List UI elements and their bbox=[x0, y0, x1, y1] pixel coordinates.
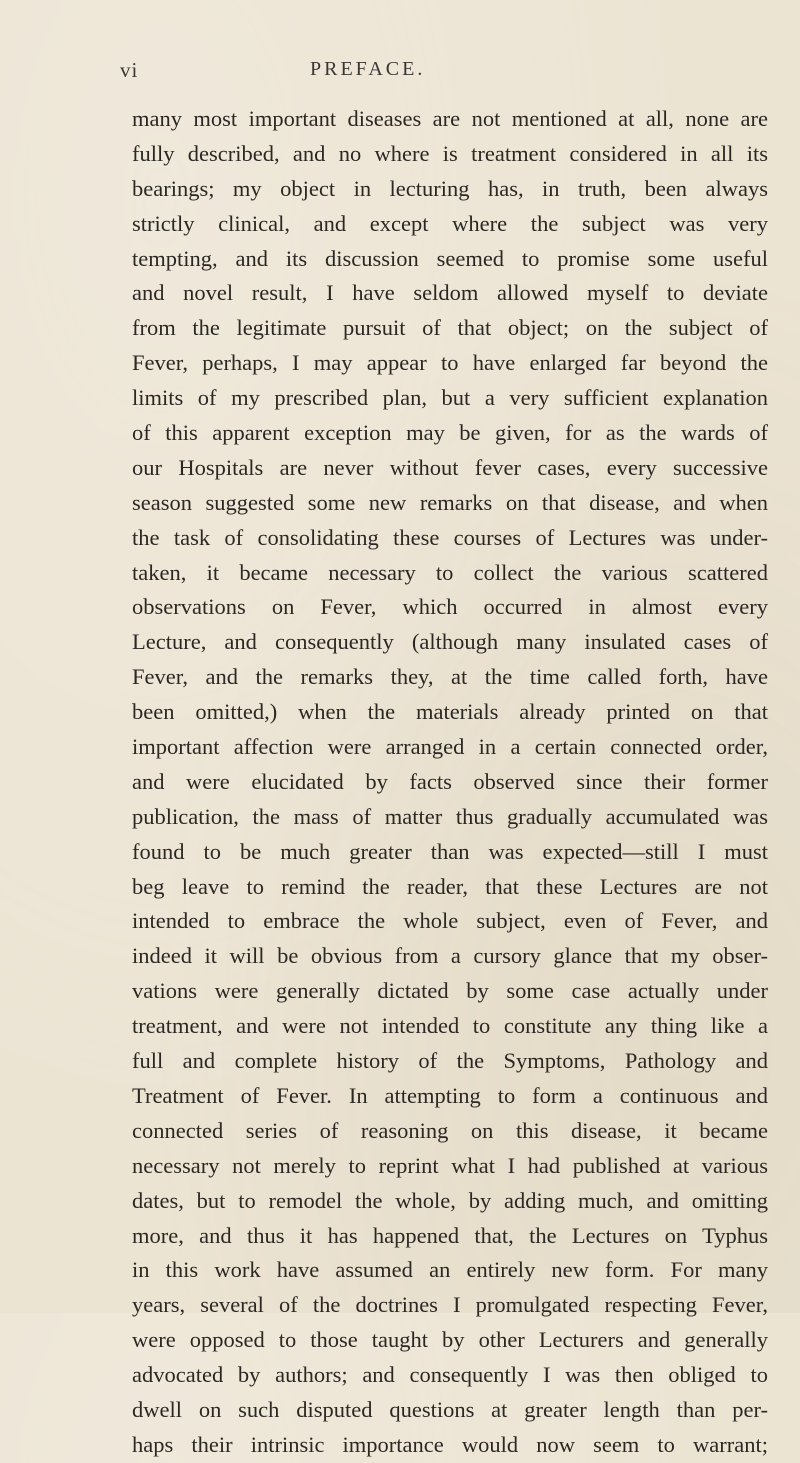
text-line: observations on Fever, which occurred in almost every bbox=[132, 594, 768, 620]
text-line: Fever, and the remarks they, at the time called forth, have bbox=[132, 664, 768, 690]
text-line: season suggested some new remarks on that disease, and when bbox=[132, 489, 768, 515]
page-number: vi bbox=[120, 58, 139, 82]
text-line: been omitted,) when the materials already printed on that bbox=[132, 699, 768, 725]
text-line: important affection were arranged in a certain connected order, bbox=[132, 734, 768, 760]
text-line: the task of consolidating these courses of Lectures was under- bbox=[132, 524, 768, 550]
text-line: indeed it will be obvious from a cursory glance that my obser- bbox=[132, 943, 768, 969]
text-line: were opposed to those taught by other Lecturers and generally bbox=[132, 1327, 768, 1353]
text-line: our Hospitals are never without fever cases, every successive bbox=[132, 454, 768, 480]
text-line: dwell on such disputed questions at greater length than per- bbox=[132, 1396, 768, 1422]
text-line: and novel result, I have seldom allowed myself to deviate bbox=[132, 280, 768, 306]
page-header bbox=[120, 58, 760, 88]
text-line: Fever, perhaps, I may appear to have enlarged far beyond the bbox=[132, 350, 768, 376]
text-line: intended to embrace the whole subject, even of Fever, and bbox=[132, 908, 768, 934]
text-line: tempting, and its discussion seemed to promise some useful bbox=[132, 245, 768, 271]
text-line: advocated by authors; and consequently I was then obliged to bbox=[132, 1362, 768, 1388]
text-line: connected series of reasoning on this disease, it became bbox=[132, 1117, 768, 1143]
text-line: from the legitimate pursuit of that object; on the subject of bbox=[132, 315, 768, 341]
text-line: bearings; my object in lecturing has, in truth, been always bbox=[132, 175, 768, 201]
text-line: strictly clinical, and except where the subject was very bbox=[132, 210, 768, 236]
text-line: Treatment of Fever. In attempting to form a continuous and bbox=[132, 1082, 768, 1108]
body-text bbox=[132, 102, 768, 1463]
text-line: and were elucidated by facts observed since their former bbox=[132, 768, 768, 794]
text-line: taken, it became necessary to collect the various scattered bbox=[132, 559, 768, 585]
text-line: of this apparent exception may be given, for as the wards of bbox=[132, 420, 768, 446]
text-line: treatment, and were not intended to constitute any thing like a bbox=[132, 1013, 768, 1039]
text-line: Lecture, and consequently (although many insulated cases of bbox=[132, 629, 768, 655]
text-line: full and complete history of the Symptoms, Pathology and bbox=[132, 1048, 768, 1074]
text-line: fully described, and no where is treatment considered in all its bbox=[132, 140, 768, 166]
text-line: publication, the mass of matter thus gradually accumulated was bbox=[132, 803, 768, 829]
text-line: dates, but to remodel the whole, by adding much, and omitting bbox=[132, 1187, 768, 1213]
text-line: limits of my prescribed plan, but a very sufficient explanation bbox=[132, 385, 768, 411]
text-line: beg leave to remind the reader, that these Lectures are not bbox=[132, 873, 768, 899]
text-line: more, and thus it has happened that, the Lectures on Typhus bbox=[132, 1222, 768, 1248]
running-head: PREFACE. bbox=[310, 58, 426, 80]
text-line: found to be much greater than was expected—still I must bbox=[132, 838, 768, 864]
text-line: vations were generally dictated by some case actually under bbox=[132, 978, 768, 1004]
text-line: years, several of the doctrines I promulgated respecting Fever, bbox=[132, 1292, 768, 1318]
text-line: in this work have assumed an entirely new form. For many bbox=[132, 1257, 768, 1283]
text-line: necessary not merely to reprint what I had published at various bbox=[132, 1152, 768, 1178]
text-line: many most important diseases are not mentioned at all, none are bbox=[132, 106, 768, 131]
text-line: haps their intrinsic importance would now seem to warrant; bbox=[132, 1431, 768, 1457]
